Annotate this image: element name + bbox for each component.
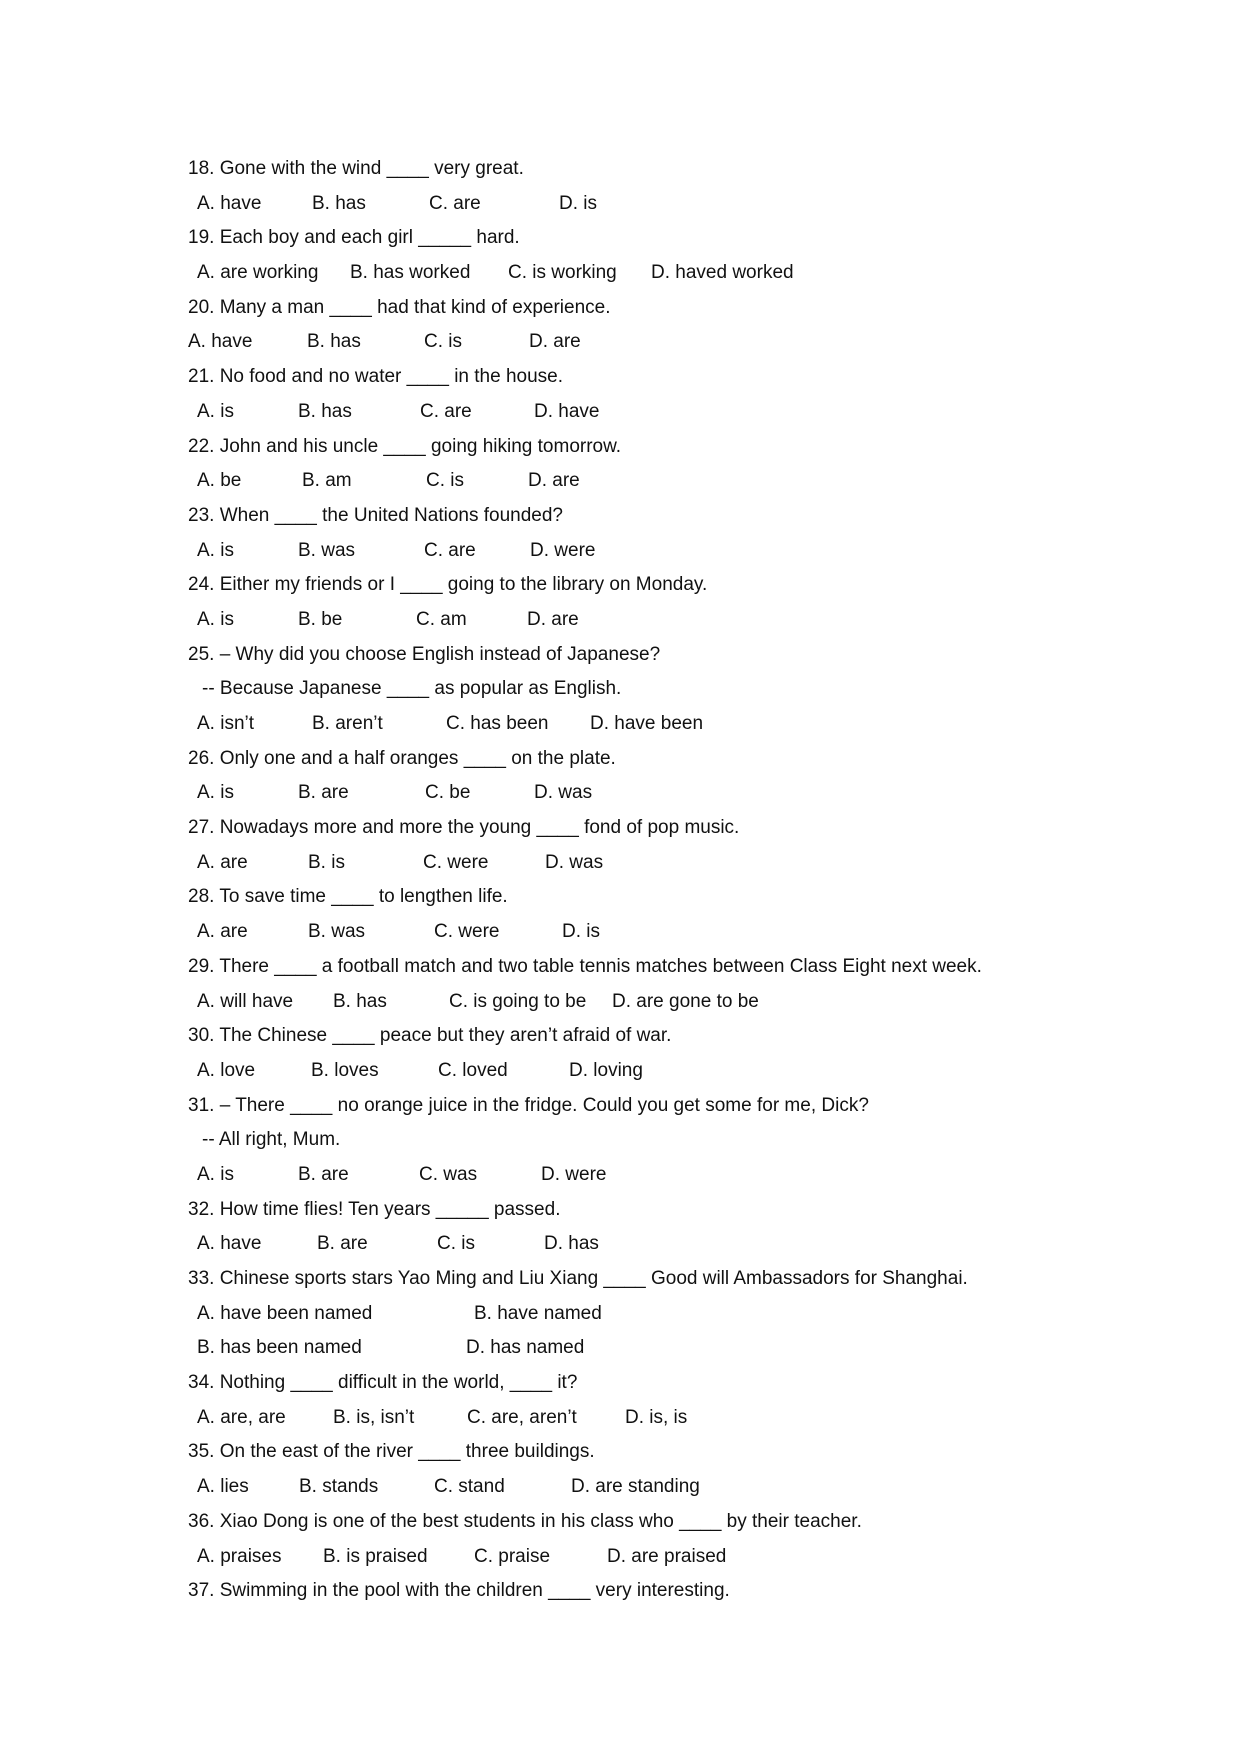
answer-option: A. have been named	[197, 1302, 373, 1324]
answer-option: B. has been named	[197, 1337, 362, 1359]
answer-option: D. were	[541, 1163, 607, 1185]
answer-option: C. loved	[438, 1059, 508, 1081]
answer-option: C. is	[437, 1233, 475, 1255]
question-stem: 30. The Chinese ____ peace but they aren’t afraid of war.	[188, 1025, 672, 1047]
answer-option: D. are standing	[571, 1476, 700, 1498]
answer-options	[188, 707, 1168, 742]
answer-option: D. are	[528, 470, 580, 492]
dialogue-reply: -- All right, Mum.	[202, 1129, 341, 1151]
answer-option: B. was	[298, 539, 356, 561]
answer-option: A. isn’t	[197, 713, 255, 734]
answer-option: D. loving	[569, 1059, 643, 1081]
answer-options	[188, 325, 1168, 360]
answer-option: C. is	[424, 331, 462, 353]
question-stem: 22. John and his uncle ____ going hiking tomorrow.	[188, 435, 622, 457]
answer-option: D. is	[559, 192, 597, 214]
answer-option: C. were	[423, 851, 489, 873]
answer-option: A. be	[197, 470, 242, 492]
answer-option: D. was	[534, 782, 593, 804]
answer-option: B. loves	[311, 1059, 379, 1081]
question-stem: 24. Either my friends or I ____ going to the library on Monday.	[188, 574, 708, 596]
question-stem: 34. Nothing ____ difficult in the world, ____ it?	[188, 1372, 578, 1394]
question-stem: 32. How time flies! Ten years _____ passed.	[188, 1198, 561, 1220]
answer-option: A. love	[197, 1059, 256, 1081]
question-list	[188, 152, 1168, 1609]
question-stem: 29. There ____ a football match and two table tennis matches between Class Eight next week.	[188, 955, 982, 977]
answer-option: B. has worked	[350, 262, 471, 284]
answer-option: C. is working	[508, 262, 617, 284]
answer-option: B. aren’t	[312, 713, 383, 734]
question-stem: 25. – Why did you choose English instead of Japanese?	[188, 643, 661, 665]
answer-option: B. stands	[299, 1476, 379, 1498]
answer-option: A. have	[197, 192, 262, 214]
answer-option: A. are, are	[197, 1406, 286, 1428]
answer-option: D. are praised	[607, 1545, 727, 1567]
answer-options	[188, 985, 1168, 1020]
answer-options	[188, 256, 1168, 291]
answer-option: D. was	[545, 851, 604, 873]
answer-option: A. have	[197, 1233, 262, 1255]
answer-option: D. have been	[590, 713, 704, 734]
answer-option: B. am	[302, 470, 352, 492]
answer-options	[188, 1540, 1168, 1575]
question-stem: 37. Swimming in the pool with the children ____ very interesting.	[188, 1580, 730, 1602]
answer-option: D. is	[562, 921, 600, 943]
answer-option: C. is going to be	[449, 990, 587, 1012]
answer-option: B. is praised	[323, 1545, 428, 1567]
answer-option: D. are gone to be	[612, 990, 759, 1012]
answer-option: A. are	[197, 921, 248, 943]
answer-option: C. are	[429, 192, 481, 214]
answer-option: B. has	[312, 192, 366, 214]
answer-option: C. are, aren’t	[467, 1406, 577, 1428]
answer-option: B. are	[317, 1233, 368, 1255]
answer-options	[188, 1297, 1168, 1332]
answer-options	[188, 395, 1168, 430]
question-stem: 36. Xiao Dong is one of the best students in his class who ____ by their teacher.	[188, 1510, 862, 1532]
dialogue-reply: -- Because Japanese ____ as popular as English.	[202, 678, 622, 700]
answer-option: C. are	[424, 539, 476, 561]
answer-option: A. is	[197, 608, 234, 630]
question-stem: 23. When ____ the United Nations founded?	[188, 504, 563, 526]
answer-options	[188, 1054, 1168, 1089]
answer-option: C. is	[426, 470, 464, 492]
answer-options	[188, 1470, 1168, 1505]
question-stem: 33. Chinese sports stars Yao Ming and Liu Xiang ____ Good will Ambassadors for Shanghai.	[188, 1268, 968, 1289]
question-stem: 18. Gone with the wind ____ very great.	[188, 158, 524, 179]
answer-option: A. is	[197, 539, 234, 561]
answer-option: C. were	[434, 921, 500, 943]
question-stem: 27. Nowadays more and more the young ____ fond of pop music.	[188, 817, 740, 839]
answer-options	[188, 915, 1168, 950]
answer-options	[188, 603, 1168, 638]
answer-option: A. are working	[197, 262, 319, 284]
question-stem: 21. No food and no water ____ in the house.	[188, 366, 563, 388]
answer-option: B. are	[298, 782, 349, 804]
answer-option: B. has	[307, 331, 361, 353]
answer-options	[188, 464, 1168, 499]
answer-option: A. are	[197, 851, 248, 873]
answer-option: A. praises	[197, 1545, 282, 1567]
answer-option: A. lies	[197, 1476, 249, 1498]
answer-option: B. has	[333, 990, 387, 1012]
answer-options	[188, 1331, 1168, 1366]
question-stem: 19. Each boy and each girl _____ hard.	[188, 227, 520, 249]
answer-options	[188, 1401, 1168, 1436]
answer-option: D. has	[544, 1233, 599, 1255]
answer-option: D. have	[534, 400, 600, 422]
question-stem: 28. To save time ____ to lengthen life.	[188, 886, 508, 908]
answer-option: A. is	[197, 1163, 234, 1185]
answer-option: B. is	[308, 851, 345, 873]
answer-option: D. is, is	[625, 1406, 688, 1428]
question-stem: 20. Many a man ____ had that kind of experience.	[188, 296, 611, 318]
answer-option: D. are	[529, 331, 581, 353]
answer-options	[188, 534, 1168, 569]
answer-option: D. are	[527, 608, 579, 630]
question-stem: 31. – There ____ no orange juice in the fridge. Could you get some for me, Dick?	[188, 1094, 869, 1116]
answer-option: C. was	[419, 1163, 478, 1185]
question-stem: 35. On the east of the river ____ three buildings.	[188, 1441, 595, 1463]
question-stem: 26. Only one and a half oranges ____ on the plate.	[188, 747, 616, 769]
answer-option: B. have named	[474, 1302, 602, 1324]
answer-option: A. is	[197, 400, 234, 422]
answer-option: B. are	[298, 1163, 349, 1185]
answer-options	[188, 187, 1168, 222]
answer-options	[188, 846, 1168, 881]
answer-option: C. are	[420, 400, 472, 422]
answer-option: C. praise	[474, 1545, 551, 1567]
answer-option: A. will have	[197, 990, 294, 1012]
answer-option: D. haved worked	[651, 262, 794, 284]
answer-option: D. were	[530, 539, 596, 561]
answer-option: A. is	[197, 782, 234, 804]
answer-option: B. is, isn’t	[333, 1406, 415, 1428]
answer-option: A. have	[188, 331, 253, 353]
answer-option: C. am	[416, 608, 467, 630]
answer-option: B. be	[298, 608, 343, 630]
answer-options	[188, 1227, 1168, 1262]
answer-options	[188, 776, 1168, 811]
answer-option: B. has	[298, 400, 352, 422]
answer-option: C. stand	[434, 1476, 505, 1498]
answer-option: C. be	[425, 782, 471, 804]
answer-option: B. was	[308, 921, 366, 943]
answer-options	[188, 1158, 1168, 1193]
answer-option: D. has named	[466, 1337, 585, 1359]
answer-option: C. has been	[446, 713, 549, 734]
